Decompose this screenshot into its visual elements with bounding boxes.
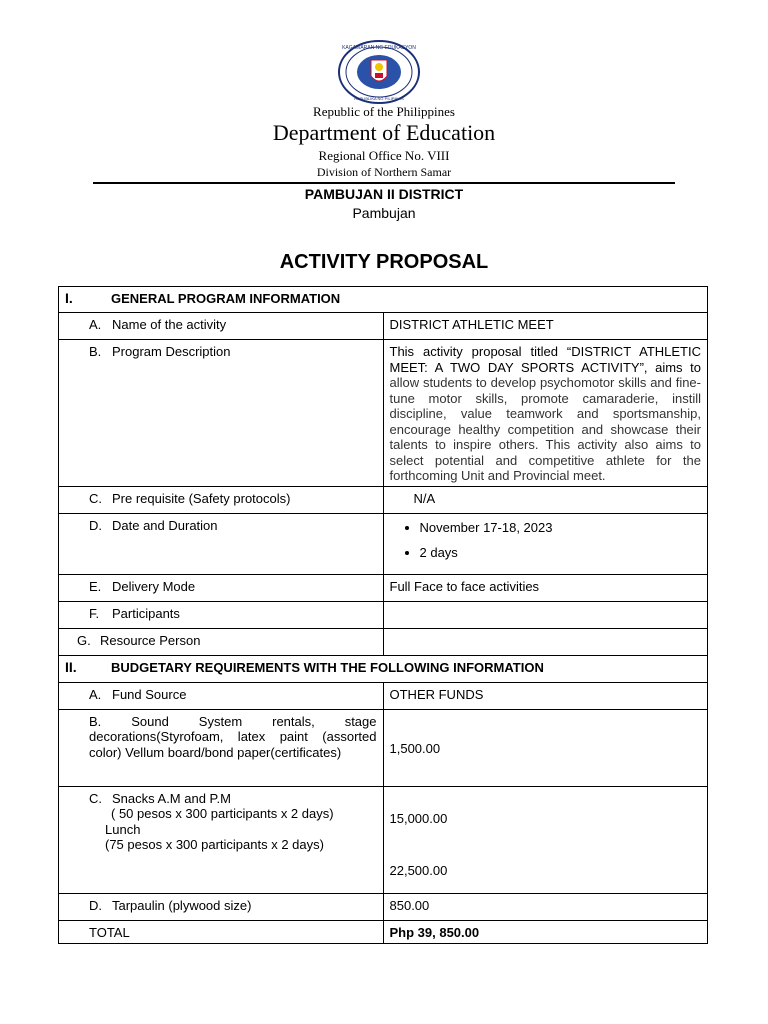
row-label-cell — [59, 313, 384, 340]
item-letter: C. — [89, 790, 102, 806]
deped-seal-logo — [337, 40, 421, 104]
fund-source-value: OTHER FUNDS — [383, 682, 708, 709]
section-row-general — [59, 287, 708, 313]
sound-system-value: 1,500.00 — [383, 709, 708, 786]
snacks-value: 15,000.00 — [389, 810, 448, 826]
lunch-value: 22,500.00 — [389, 863, 448, 878]
seal-text-top: KAGAWARAN NG EDUKASYON — [342, 45, 416, 51]
item-label: Resource Person — [100, 632, 201, 648]
seal-text-bottom: REPUBLIKA NG PILIPINAS — [354, 96, 404, 101]
item-label: Date and Duration — [112, 517, 218, 533]
table-row — [59, 574, 708, 601]
row-label-cell — [59, 574, 384, 601]
section-row-budget — [59, 655, 708, 682]
section-heading: GENERAL PROGRAM INFORMATION — [111, 291, 341, 306]
republic-line: Republic of the Philippines — [313, 104, 455, 119]
item-letter: C. — [89, 490, 102, 506]
table-row — [59, 682, 708, 709]
municipality-name: Pambujan — [352, 205, 416, 221]
table-row — [59, 628, 708, 655]
snacks-lunch-values — [383, 786, 708, 893]
table-row — [59, 340, 708, 487]
prerequisite-value: N/A — [383, 486, 708, 513]
item-label: Participants — [112, 605, 180, 621]
item-label: Tarpaulin (plywood size) — [112, 897, 252, 913]
resource-person-value — [383, 628, 708, 655]
item-label: Name of the activity — [112, 317, 227, 332]
table-row — [59, 313, 708, 340]
item-label: Sound System rentals, stage decorations(Styrofoam, latex paint (assorted color) Vellum board/bond paper(certificates) — [89, 713, 377, 760]
section-header-cell — [59, 655, 708, 682]
row-label-cell — [59, 893, 384, 920]
description-lead: This activity proposal titled “DISTRICT ATHLETIC MEET: A TWO DAY SPORTS ACTIVITY”, aims to — [389, 344, 701, 375]
table-row — [59, 893, 708, 920]
item-letter: A. — [89, 317, 102, 332]
table-row — [59, 513, 708, 574]
row-label-cell — [59, 628, 384, 655]
district-name: PAMBUJAN II DISTRICT — [304, 186, 464, 202]
participants-value — [383, 601, 708, 628]
item-letter: D. — [89, 897, 102, 913]
row-label-cell — [59, 601, 384, 628]
table-row — [59, 601, 708, 628]
item-letter: A. — [89, 686, 102, 702]
row-label-cell — [59, 486, 384, 513]
section-header-cell — [59, 287, 708, 313]
list-item: • 2 days — [420, 545, 702, 561]
table-row — [59, 486, 708, 513]
division-line: Division of Northern Samar — [316, 165, 452, 179]
item-letter: E. — [89, 578, 102, 594]
tarpaulin-value: 850.00 — [383, 893, 708, 920]
table-row — [59, 709, 708, 786]
item-label: Program Description — [112, 344, 231, 359]
item-letter: F. — [89, 605, 100, 621]
item-letter: D. — [89, 517, 102, 533]
snacks-detail: ( 50 pesos x 300 participants x 2 days) — [111, 806, 334, 821]
document-title: ACTIVITY PROPOSAL — [279, 251, 489, 273]
row-label-cell — [59, 340, 384, 487]
item-label: Delivery Mode — [112, 578, 196, 594]
activity-name-value: DISTRICT ATHLETIC MEET — [383, 313, 708, 340]
row-label-cell — [59, 513, 384, 574]
item-letter: B. — [89, 713, 102, 729]
list-item: • November 17-18, 2023 — [420, 520, 702, 536]
program-description-value — [383, 340, 708, 487]
delivery-mode-value: Full Face to face activities — [383, 574, 708, 601]
header-divider — [93, 182, 675, 184]
total-label: TOTAL — [59, 920, 384, 943]
table-row — [59, 786, 708, 893]
lunch-label: Lunch — [105, 821, 141, 837]
proposal-table — [58, 286, 708, 944]
table-row — [59, 920, 708, 943]
section-number: II. — [65, 658, 77, 675]
item-label: Pre requisite (Safety protocols) — [112, 490, 291, 506]
row-label-cell — [59, 682, 384, 709]
section-heading: BUDGETARY REQUIREMENTS WITH THE FOLLOWING INFORMATION — [111, 659, 544, 675]
lunch-detail: (75 pesos x 300 participants x 2 days) — [105, 837, 324, 852]
total-value: Php 39, 850.00 — [383, 920, 708, 943]
date-duration-list — [390, 520, 702, 561]
date-duration-value — [383, 513, 708, 574]
section-number: I. — [65, 290, 73, 306]
row-label-cell — [59, 709, 384, 786]
item-label: Fund Source — [112, 686, 187, 702]
item-label: Snacks A.M and P.M — [112, 790, 231, 806]
department-title: Department of Education — [272, 120, 496, 145]
description-body: allow students to develop psychomotor skills and fine-tune motor skills, promote camaraderie, instill discipline, value teamwork and sportsmanship, encourage healthy competition and showcase their talents to inspire others. This activity also aims to select potential and competitive athlete for the forthcoming Unit and Provincial meet. — [389, 375, 701, 483]
region-line: Regional Office No. VIII — [318, 148, 450, 163]
row-label-cell — [59, 786, 384, 893]
item-letter: B. — [89, 344, 102, 359]
item-letter: G. — [77, 632, 91, 648]
